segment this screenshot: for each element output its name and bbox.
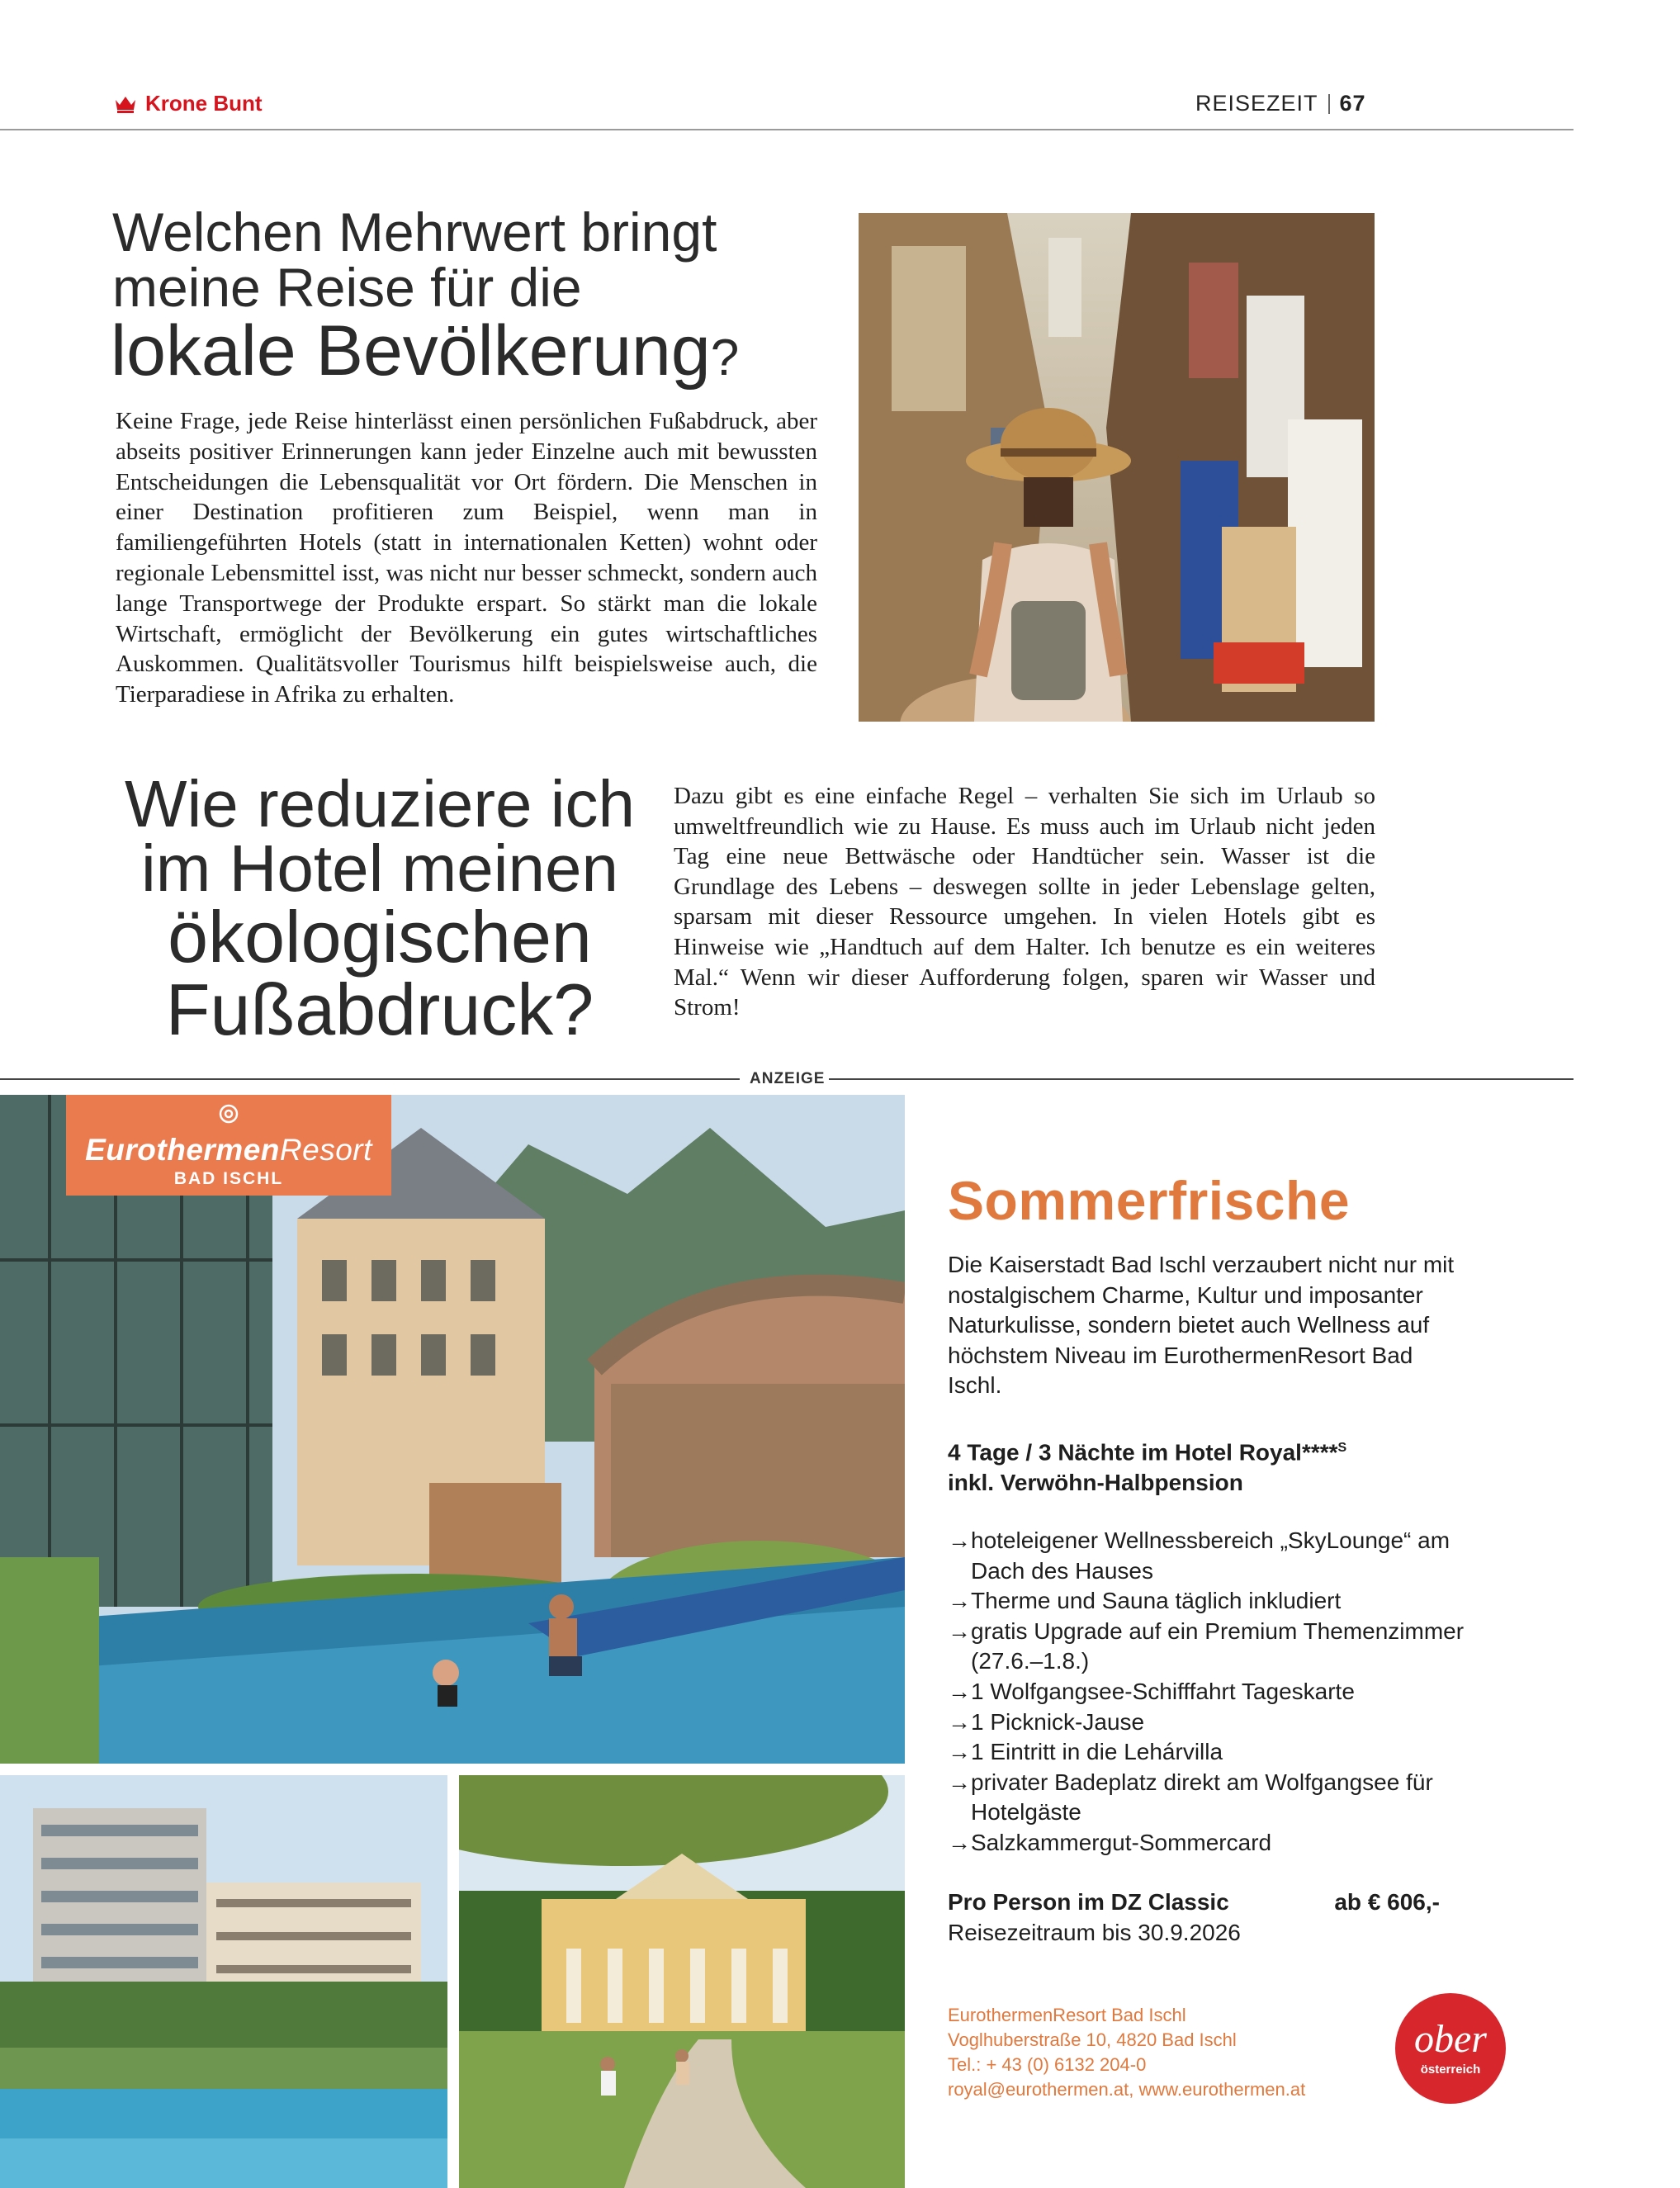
list-item-text: Salzkammergut-Sommercard [971, 1829, 1272, 1855]
divider [1328, 94, 1330, 114]
list-item [948, 1677, 1476, 1707]
contact-name: EurothermenResort Bad Ischl [948, 2005, 1186, 2025]
ad-contact [948, 2003, 1410, 2102]
contact-web[interactable]: royal@eurothermen.at, www.eurothermen.at [948, 2079, 1306, 2100]
article2-title-line1: Wie reduziere ich [124, 767, 635, 841]
arrow-icon: → [948, 1829, 971, 1855]
oberoesterreich-logo-bottom: österreich [1420, 2062, 1481, 2077]
crown-icon [114, 95, 137, 113]
article1-title-main: lokale Bevölkerung [111, 311, 711, 391]
ad-offer [948, 1433, 1460, 1499]
brand [114, 91, 263, 116]
oberoesterreich-logo-top: ober [1414, 2017, 1487, 2061]
ad-divider-right [829, 1078, 1574, 1080]
ad-title: Sommerfrische [948, 1170, 1351, 1231]
article2-title-line4: Fußabdruck? [165, 968, 594, 1050]
arrow-icon: → [948, 1769, 971, 1795]
list-item [948, 1586, 1476, 1617]
photo-kaiservilla-park [459, 1775, 905, 2188]
ad-label: ANZEIGE [750, 1070, 826, 1087]
section-name: REISEZEIT [1195, 91, 1318, 116]
price-label: Pro Person im DZ Classic [948, 1889, 1229, 1915]
list-item [948, 1737, 1476, 1768]
article2-title [124, 767, 636, 1050]
list-item [948, 1707, 1476, 1738]
list-item-text: privater Badeplatz direkt am Wolfgangsee für Hotelgäste [971, 1769, 1433, 1826]
ad-divider-left [0, 1078, 740, 1080]
contact-phone: Tel.: + 43 (0) 6132 204-0 [948, 2054, 1147, 2075]
arrow-icon: → [948, 1678, 971, 1704]
ad-offer-line1 [948, 1433, 1460, 1468]
brand-name: Krone Bunt [145, 91, 263, 116]
arrow-icon: → [948, 1527, 971, 1553]
price-value: ab € 606,- [1334, 1889, 1440, 1915]
list-item-text: gratis Upgrade auf ein Premium Themenzimmer (27.6.–1.8.) [971, 1617, 1465, 1674]
section-label [1195, 91, 1366, 116]
contact-address: Voglhuberstraße 10, 4820 Bad Ischl [948, 2029, 1237, 2050]
list-item-text: 1 Eintritt in die Lehárvilla [971, 1739, 1223, 1765]
list-item [948, 1768, 1476, 1828]
photo-market-street [859, 213, 1375, 722]
travel-period: Reisezeitraum bis 30.9.2026 [948, 1919, 1241, 1945]
ad-offer-sup: S [1337, 1441, 1347, 1455]
list-item [948, 1617, 1476, 1677]
article2-title-line2: im Hotel meinen [140, 831, 618, 905]
article1-title-line3 [111, 311, 740, 395]
resort-logo-name-a: Eurothermen [85, 1133, 280, 1167]
ad-offer-line2: inkl. Verwöhn-Halbpension [948, 1469, 1243, 1495]
arrow-icon: → [948, 1708, 971, 1735]
article2-body: Dazu gibt es eine einfache Regel – verhalten Sie sich im Urlaub so umweltfreundlich wie zu Hause. Es muss auch im Urlaub nicht jeden Tag eine neue Bettwäsche oder Handtücher sein. Wasser ist die Grundlage des Lebens – deswegen sollte in jeder Lebenslage gelten, sparsam mit dieser Ressource umgehen. In vielen Hotels gibt es Hinweise wie „Handtuch auf dem Halter. Ich benutze es ein weiteres Mal.“ Wenn wir dieser Aufforderung folgen, sparen wir Wasser und Strom! [674, 783, 1375, 1021]
list-item [948, 1828, 1476, 1859]
arrow-icon: → [948, 1617, 971, 1644]
ad-price [948, 1887, 1440, 1948]
swirl-icon [218, 1103, 239, 1125]
ad-offer-hotel: 4 Tage / 3 Nächte im Hotel Royal**** [948, 1439, 1338, 1466]
article1-title-qmark: ? [710, 329, 740, 386]
page-header [0, 83, 1574, 130]
page-number: 67 [1339, 91, 1366, 116]
arrow-icon: → [948, 1739, 971, 1765]
list-item-text: hoteleigener Wellnessbereich „SkyLounge“ am Dach des Hauses [971, 1527, 1450, 1584]
article1-title-line1: Welchen Mehrwert bringt [112, 201, 717, 263]
article2-title-line3: ökologischen [168, 896, 592, 978]
ad-intro: Die Kaiserstadt Bad Ischl verzaubert nicht nur mit nostalgischem Charme, Kultur und imposanter Naturkulisse, sondern bietet auch Wellness auf höchstem Niveau im EurothermenResort Bad Ischl. [948, 1252, 1455, 1399]
list-item-text: 1 Picknick-Jause [971, 1708, 1145, 1735]
list-item-text: Therme und Sauna täglich inkludiert [971, 1588, 1342, 1614]
list-item [948, 1526, 1476, 1586]
article1-body: Keine Frage, jede Reise hinterlässt einen persönlichen Fußabdruck, aber abseits positiver Erinnerungen kann jeder Einzelne auch mit bewussten Entscheidungen die Lebensqualität vor Ort fördern. Die Menschen in einer Destination profitieren zum Beispiel, wenn man in familiengeführten Hotels (statt in internationalen Ketten) wohnt oder regionale Lebensmittel isst, was nicht nur besser schmeckt, sondern auch lange Transportwege der Produkte erspart. So stärkt man die lokale Wirtschaft, ermöglicht der Bevölkerung ein gutes wirtschaftliches Auskommen. Qualitätsvoller Tourismus hilft beispielsweise auch, die Tierparadiese in Afrika zu erhalten. [116, 408, 817, 708]
ad-feature-list [948, 1526, 1476, 1859]
photo-hotel-pool [0, 1775, 447, 2188]
resort-logo-sub: BAD ISCHL [173, 1169, 284, 1188]
price-row [948, 1887, 1440, 1918]
arrow-icon: → [948, 1588, 971, 1614]
resort-logo [66, 1095, 391, 1196]
resort-logo-name [66, 1133, 391, 1167]
article1-title-line2: meine Reise für die [112, 257, 582, 318]
list-item-text: 1 Wolfgangsee-Schifffahrt Tageskarte [971, 1678, 1355, 1704]
resort-logo-name-b: Resort [279, 1133, 372, 1167]
oberoesterreich-logo [1395, 1993, 1506, 2104]
